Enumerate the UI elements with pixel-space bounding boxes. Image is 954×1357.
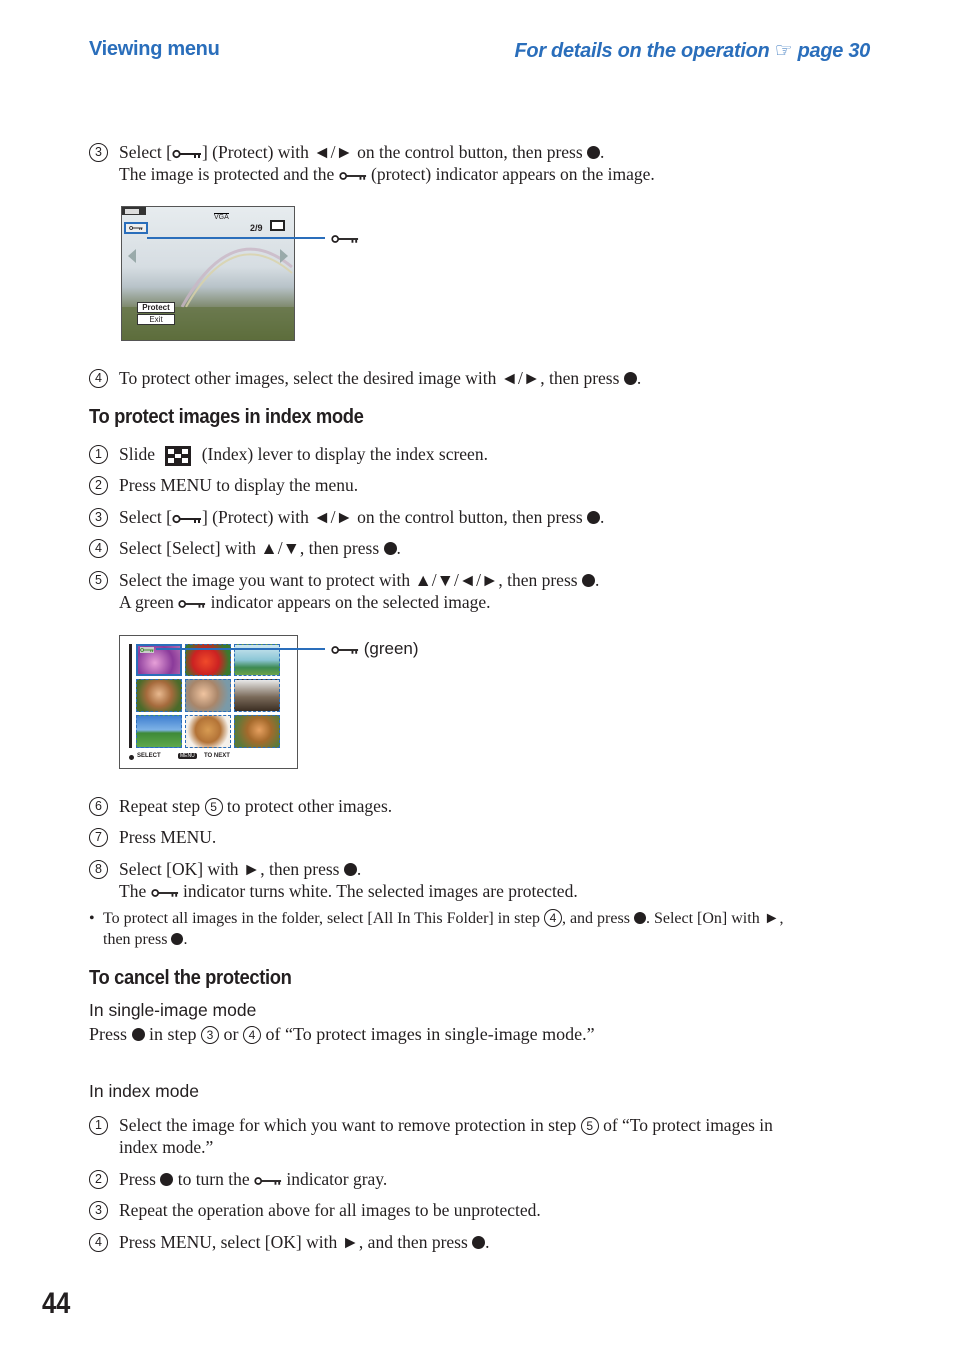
center-button-icon [582, 574, 595, 587]
menu-badge: MENU [180, 753, 195, 759]
page-number: 44 [42, 1287, 71, 1320]
subtitle-index: In index mode [89, 1081, 199, 1101]
thumbnail-5[interactable] [185, 679, 231, 712]
center-button-icon [132, 1028, 145, 1041]
next-arrow-icon[interactable] [280, 249, 288, 263]
index-step-4: 4 Select [Select] with ▲/▼, then press . [89, 537, 879, 559]
center-button-icon [624, 372, 637, 385]
index-step-6: 6 Repeat step 5 to protect other images. [89, 795, 879, 817]
thumbnail-9[interactable] [234, 715, 280, 748]
index-step-2: 2 Press MENU to display the menu. [89, 474, 879, 496]
note-protect-all: • To protect all images in the folder, select [All In This Folder] in step 4 , and press . Select [On] with ►, then press . [89, 910, 784, 948]
exit-menu-item[interactable]: Exit [137, 314, 175, 325]
index-step-8: 8 Select [OK] with ►, then press . The indicator turns white. The selected images are protected. [89, 858, 879, 902]
index-step-3: 3 Select [ ] (Protect) with ◄/► on the control button, then press . [89, 506, 879, 528]
index-screen [119, 635, 298, 769]
select-label: SELECT [137, 753, 161, 759]
center-button-icon [344, 863, 357, 876]
step-4-protect-others: 4 To protect other images, select the desired image with ◄/►, then press . [89, 367, 879, 389]
protect-menu-item[interactable]: Protect [137, 302, 175, 313]
green-callout-line [156, 648, 325, 650]
scrollbar[interactable] [129, 644, 132, 748]
thumbnail-8[interactable] [185, 715, 231, 748]
protect-callout-line [147, 237, 325, 239]
to-next-label: TO NEXT [204, 753, 230, 759]
thumbnail-6[interactable] [234, 679, 280, 712]
folder-icon [270, 220, 285, 231]
prev-arrow-icon[interactable] [128, 249, 136, 263]
center-button-icon [587, 146, 600, 159]
index-step-1: 1 Slide (Index) lever to display the index screen. [89, 443, 879, 466]
frame-counter: 2/9 [250, 223, 263, 233]
index-step-5: 5 Select the image you want to protect with ▲/▼/◄/►, then press . A green indicator appears on the selected image. [89, 569, 879, 613]
center-button-icon [384, 542, 397, 555]
pointing-hand-icon: ☞ [774, 40, 793, 62]
protect-key-icon [172, 149, 202, 159]
single-image-screen [121, 206, 295, 341]
protect-key-icon [129, 225, 143, 231]
cancel-step-3: 3 Repeat the operation above for all images to be unprotected. [89, 1199, 879, 1221]
center-button-icon [171, 933, 183, 945]
thumbnail-7[interactable] [136, 715, 182, 748]
select-button-icon [129, 755, 134, 760]
page-reference: For details on the operation ☞ page 30 [514, 40, 870, 62]
protect-key-icon [339, 171, 367, 181]
subtitle-single: In single-image mode [89, 1000, 257, 1020]
center-button-icon [634, 912, 646, 924]
index-grid-icon [165, 446, 191, 466]
cancel-single-text: Press in step 3 or 4 of “To protect images in single-image mode.” [89, 1024, 595, 1044]
section-title-cancel: To cancel the protection [89, 967, 292, 989]
protect-key-icon [172, 514, 202, 524]
thumbnail-4[interactable] [136, 679, 182, 712]
cancel-step-1: 1 Select the image for which you want to remove protection in step 5 of “To protect images in index mode.” [89, 1114, 879, 1158]
center-button-icon [472, 1236, 485, 1249]
protect-key-icon [178, 599, 206, 609]
center-button-icon [160, 1173, 173, 1186]
protect-key-icon [331, 645, 359, 655]
protect-key-icon [331, 234, 359, 244]
protect-key-icon [151, 888, 179, 898]
protect-key-icon [254, 1176, 282, 1186]
cancel-step-4: 4 Press MENU, select [OK] with ►, and then press . [89, 1231, 879, 1253]
vga-badge: VGA [214, 214, 229, 221]
step-3-protect: 3 Select [ ] (Protect) with ◄/► on the control button, then press . The image is protected and the (protect) indicator appears on the image. [89, 141, 879, 185]
protect-key-icon [140, 647, 154, 653]
green-callout-label: (green) [331, 639, 419, 659]
index-step-7: 7 Press MENU. [89, 826, 879, 848]
section-title-index: To protect images in index mode [89, 406, 364, 428]
section-header: Viewing menu [89, 38, 220, 60]
cancel-step-2: 2 Press to turn the indicator gray. [89, 1168, 879, 1190]
center-button-icon [587, 511, 600, 524]
